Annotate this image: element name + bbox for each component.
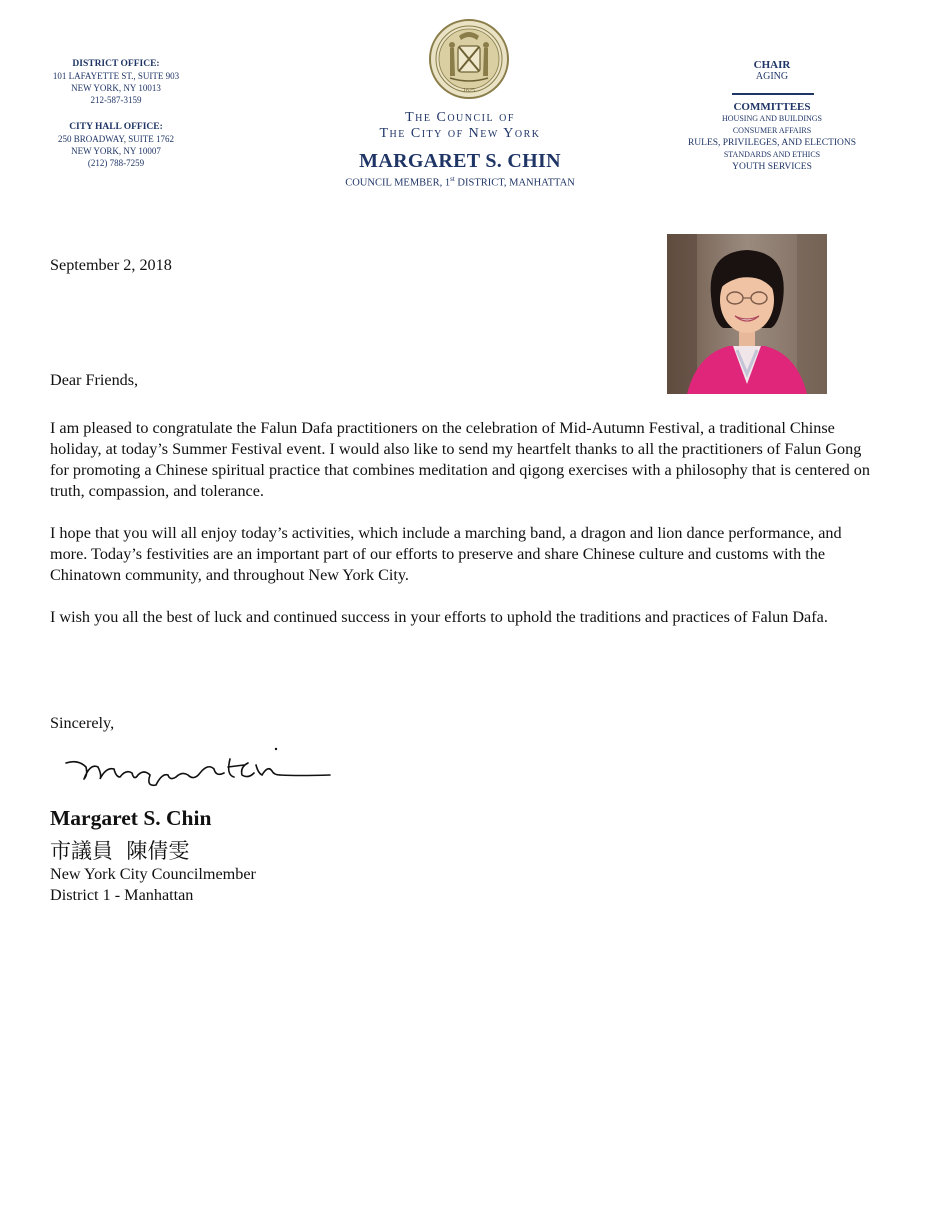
signer-chinese-name: 市議員 陳倩雯	[50, 839, 190, 863]
letter-date: September 2, 2018	[50, 256, 172, 274]
chair-item: AGING	[755, 71, 789, 82]
letter-closing: Sincerely,	[50, 714, 115, 732]
letter-paragraph: I hope that you will all enjoy today’s activities, which include a marching band, a dragon and lion dance performance, and more. Today’s festivities are an important part of our efforts to preserve and share Chinese culture and customs with the Chinatown community, and throughout New York City.	[50, 524, 842, 584]
district-office-line: NEW YORK, NY 10013	[71, 83, 161, 93]
city-hall-office-block	[40, 121, 192, 169]
letter-paragraph: I wish you all the best of luck and continued success in your efforts to uphold the traditions and practices of Falun Dafa.	[50, 608, 828, 626]
city-hall-office-line: 250 BROADWAY, SUITE 1762	[57, 134, 174, 144]
signer-title: New York City Councilmember	[50, 865, 256, 883]
seal-year: 1625	[463, 88, 475, 94]
committees-title: COMMITTEES	[733, 101, 811, 113]
city-hall-office-line: (212) 788-7259	[87, 158, 145, 168]
committees-block	[672, 101, 872, 173]
district-office-line: 101 LAFAYETTE ST., SUITE 903	[52, 71, 180, 81]
letter-paragraph: I am pleased to congratulate the Falun Dafa practitioners on the celebration of Mid-Autumn Festival, a traditional Chinse holiday, at today’s Summer Festival event. I would also like to send my heartfelt thanks to all the practitioners of Falun Gong for promoting a Chinese spiritual practice that combines meditation and qigong exercises with a philosophy that is centered on truth, compassion, and tolerance.	[50, 419, 870, 500]
member-subtitle-sup: st	[450, 175, 455, 183]
district-office-line: 212-587-3159	[90, 95, 142, 105]
member-name-heading: MARGARET S. CHIN	[359, 150, 561, 172]
member-subtitle	[300, 175, 620, 189]
city-hall-office-line: NEW YORK, NY 10007	[71, 146, 161, 156]
city-seal-icon	[428, 18, 510, 100]
district-office-title: DISTRICT OFFICE:	[72, 59, 160, 69]
signer-district: District 1 - Manhattan	[50, 886, 194, 904]
member-subtitle-post: DISTRICT, MANHATTAN	[454, 177, 575, 189]
member-subtitle-pre: COUNCIL MEMBER, 1	[345, 177, 451, 189]
signer-name: Margaret S. Chin	[50, 806, 212, 830]
council-title-line-1: The Council of	[405, 110, 515, 125]
council-title-line-2: The City of New York	[379, 126, 541, 141]
chair-title: CHAIR	[753, 59, 791, 71]
committee-item: RULES, PRIVILEGES, AND ELECTIONS	[687, 138, 857, 148]
city-hall-office-title: CITY HALL OFFICE:	[69, 122, 163, 132]
letter-greeting: Dear Friends,	[50, 371, 139, 389]
committee-item: CONSUMER AFFAIRS	[732, 126, 812, 135]
committee-item: YOUTH SERVICES	[732, 162, 812, 172]
committees-divider	[732, 93, 814, 95]
committee-item: STANDARDS AND ETHICS	[723, 150, 821, 159]
district-office-block	[40, 58, 192, 106]
chair-block	[672, 59, 872, 83]
committee-item: HOUSING AND BUILDINGS	[722, 114, 822, 123]
handwritten-signature	[58, 745, 338, 800]
